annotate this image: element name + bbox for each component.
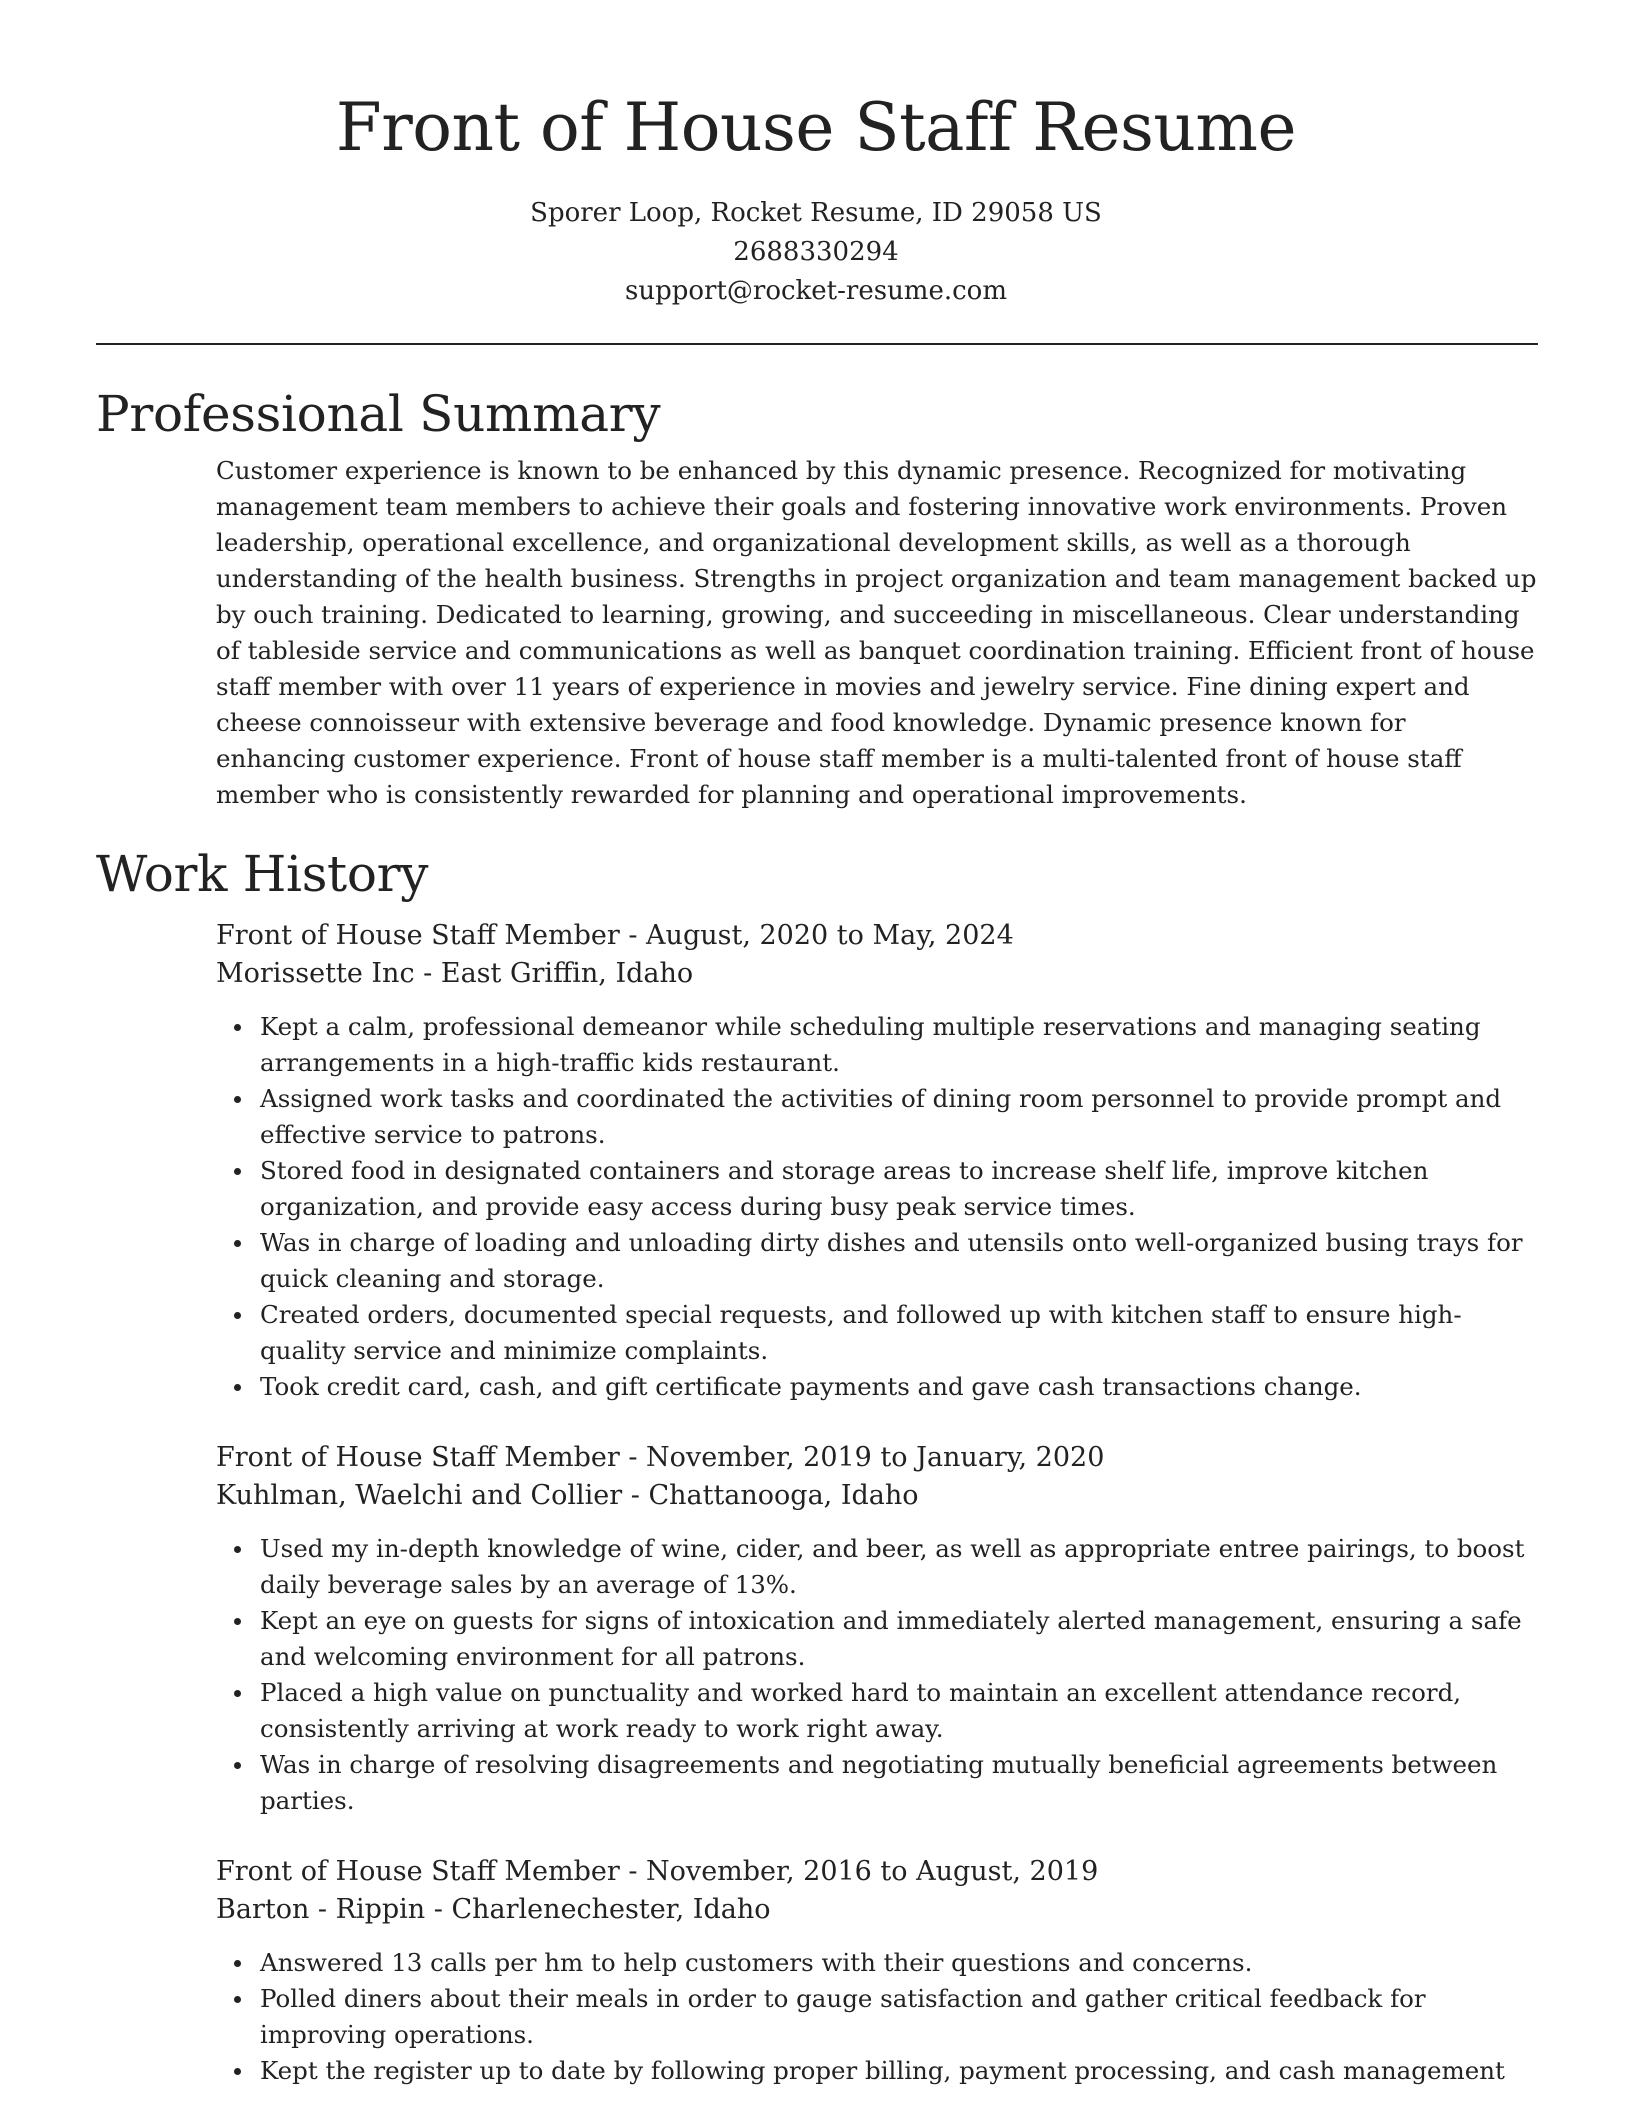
job-bullet-list xyxy=(216,1531,1538,1819)
job-company-line xyxy=(216,955,1538,993)
job-bullet: Stored food in designated containers and storage areas to increase shelf life, improve kitchen organization, and provide easy access during busy peak service times. xyxy=(260,1153,1538,1225)
job-title-line xyxy=(216,1439,1538,1477)
job-position: Front of House Staff Member xyxy=(216,1856,620,1887)
job-bullet-list xyxy=(216,1009,1538,1405)
job-location: - Charlenechester, Idaho xyxy=(425,1894,771,1925)
job-position: Front of House Staff Member xyxy=(216,920,620,951)
job-dates: - August, 2020 to May, 2024 xyxy=(619,920,1014,951)
contact-email: support@rocket-resume.com xyxy=(624,276,1007,306)
job-bullet: Kept an eye on guests for signs of intoxication and immediately alerted management, ensuring a safe and welcoming environment for all patrons. xyxy=(260,1603,1538,1675)
job-company: Kuhlman, Waelchi and Collier xyxy=(216,1480,623,1511)
job-bullet: Created orders, documented special requests, and followed up with kitchen staff to ensure high-quality service and minimize complaints. xyxy=(260,1297,1538,1369)
job-bullet: Was in charge of loading and unloading dirty dishes and utensils onto well-organized busing trays for quick cleaning and storage. xyxy=(260,1225,1538,1297)
work-history-heading: Work History xyxy=(96,845,429,903)
resume-title: Front of House Staff Resume xyxy=(335,89,1297,166)
job-bullet: Polled diners about their meals in order to gauge satisfaction and gather critical feedback for improving operations. xyxy=(260,1981,1538,2053)
summary-text: Customer experience is known to be enhanced by this dynamic presence. Recognized for motivating management team members to achieve their goals and fostering innovative work environments. Proven leadership, operational excellence, and organizational development skills, as well as a thorough understanding of the health business. Strengths in project organization and team management backed up by ouch training. Dedicated to learning, growing, and succeeding in miscellaneous. Clear understanding of tableside service and communications as well as banquet coordination training. Efficient front of house staff member with over 11 years of experience in movies and jewelry service. Fine dining expert and cheese connoisseur with extensive beverage and food knowledge. Dynamic presence known for enhancing customer experience. Front of house staff member is a multi-talented front of house staff member who is consistently rewarded for planning and operational improvements. xyxy=(216,456,1537,809)
job-company: Barton - Rippin xyxy=(216,1894,426,1925)
job-position: Front of House Staff Member xyxy=(216,1442,620,1473)
job-bullet: Kept the register up to date by following proper billing, payment processing, and cash management xyxy=(260,2053,1538,2089)
job-entry xyxy=(216,1853,1538,2089)
job-location: - Chattanooga, Idaho xyxy=(622,1480,919,1511)
resume-content xyxy=(96,381,1538,2089)
job-bullet-list xyxy=(216,1945,1538,2089)
job-company-line xyxy=(216,1477,1538,1515)
job-bullet: Assigned work tasks and coordinated the activities of dining room personnel to provide prompt and effective service to patrons. xyxy=(260,1081,1538,1153)
contact-block xyxy=(0,194,1632,311)
work-history-list xyxy=(216,917,1538,2089)
job-bullet: Kept a calm, professional demeanor while scheduling multiple reservations and managing seating arrangements in a high-traffic kids restaurant. xyxy=(260,1009,1538,1081)
job-entry xyxy=(216,1439,1538,1819)
job-dates: - November, 2019 to January, 2020 xyxy=(619,1442,1105,1473)
summary-heading: Professional Summary xyxy=(96,385,661,443)
job-bullet: Was in charge of resolving disagreements and negotiating mutually beneficial agreements between parties. xyxy=(260,1747,1538,1819)
job-title-line xyxy=(216,1853,1538,1891)
job-company-line xyxy=(216,1891,1538,1929)
contact-phone: 2688330294 xyxy=(733,237,899,267)
job-bullet: Answered 13 calls per hm to help customers with their questions and concerns. xyxy=(260,1945,1538,1981)
job-location: - East Griffin, Idaho xyxy=(414,958,694,989)
header-divider xyxy=(96,343,1538,345)
job-bullet: Placed a high value on punctuality and worked hard to maintain an excellent attendance record, consistently arriving at work ready to work right away. xyxy=(260,1675,1538,1747)
job-title-line xyxy=(216,917,1538,955)
job-bullet: Used my in-depth knowledge of wine, cider, and beer, as well as appropriate entree pairings, to boost daily beverage sales by an average of 13%. xyxy=(260,1531,1538,1603)
contact-address: Sporer Loop, Rocket Resume, ID 29058 US xyxy=(530,198,1102,228)
job-bullet: Took credit card, cash, and gift certificate payments and gave cash transactions change. xyxy=(260,1369,1538,1405)
job-entry xyxy=(216,917,1538,1405)
job-company: Morissette Inc xyxy=(216,958,415,989)
job-dates: - November, 2016 to August, 2019 xyxy=(619,1856,1099,1887)
resume-header xyxy=(0,0,1632,311)
